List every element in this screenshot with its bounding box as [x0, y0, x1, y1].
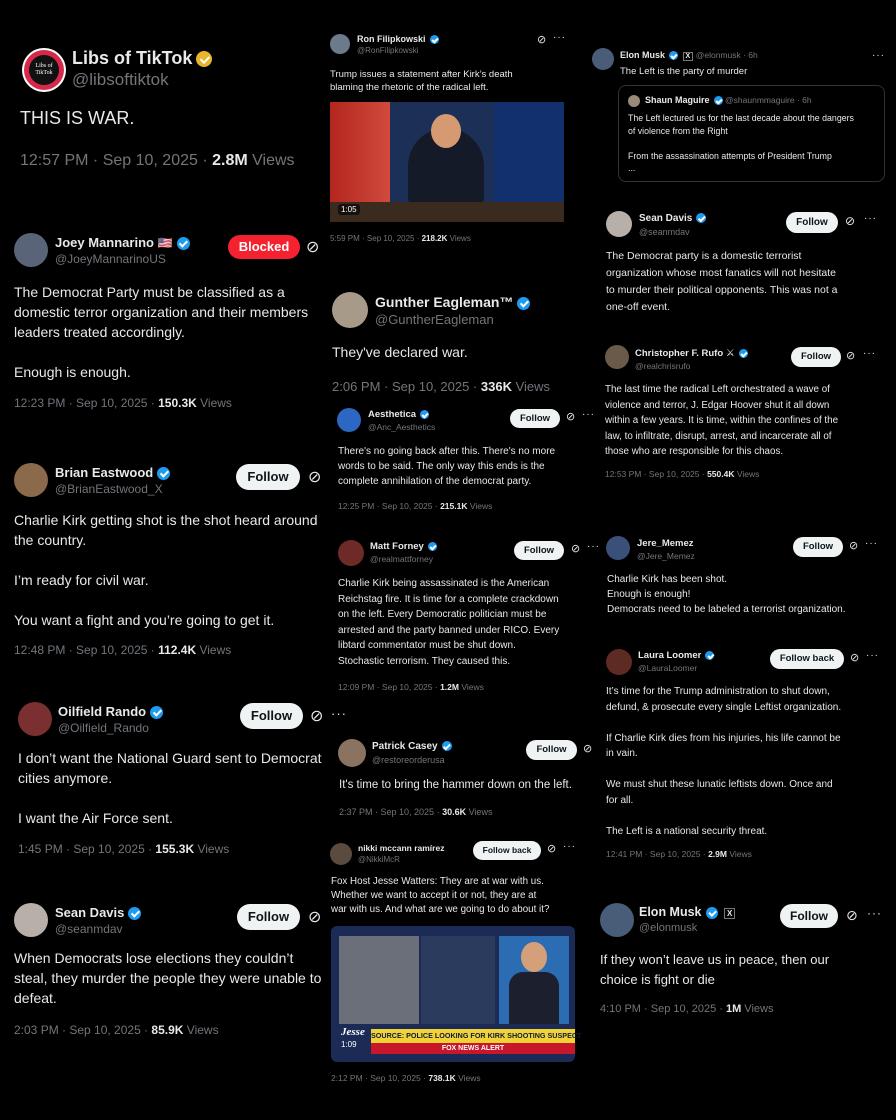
handle[interactable]: @JoeyMannarinoUS — [55, 252, 166, 266]
tweet-text: The Democrat party is a domestic terrorist organization whose most fanatics will not hesitate to murder their political opponents. This was not a one-off event. — [606, 250, 838, 313]
handle[interactable]: @Oilfield_Rando — [58, 721, 149, 735]
avatar[interactable] — [14, 463, 48, 497]
follow-button[interactable]: Follow — [236, 464, 300, 490]
handle[interactable]: @GuntherEagleman — [375, 312, 494, 327]
grok-icon[interactable]: ⊘ — [547, 843, 557, 855]
avatar[interactable] — [330, 34, 350, 54]
handle[interactable]: @LauraLoomer — [638, 663, 698, 673]
tweet-text: It's time to bring the hammer down on the left. — [339, 779, 572, 791]
more-options-icon[interactable]: ··· — [582, 409, 595, 420]
video-duration: 1:05 — [338, 204, 360, 215]
tweet-text: When Democrats lose elections they couldn’t steal, they murder the people they were unable to defeat. — [14, 950, 322, 1006]
more-options-icon[interactable]: ··· — [553, 32, 566, 43]
avatar[interactable] — [14, 233, 48, 267]
tweet-text: They've declared war. — [332, 344, 468, 360]
grok-icon[interactable]: ⊘ — [849, 540, 859, 552]
tweet-text: Charlie Kirk getting shot is the shot heard around the country. I’m ready for civil war. You want a fight and you’re going to get it. — [14, 512, 318, 628]
avatar[interactable] — [338, 540, 364, 566]
quote-display-name: Shaun Maguire @shaunmmaguire · 6h — [645, 95, 812, 105]
tweet-meta: 12:23 PM · Sep 10, 2025 · 150.3K Views — [14, 396, 232, 410]
verified-icon — [696, 213, 706, 223]
tweet-mattforney — [330, 535, 605, 700]
tweet-text: THIS IS WAR. — [20, 108, 135, 128]
handle[interactable]: @Jere_Memez — [637, 551, 695, 561]
tweet-nikkimccannramirez — [325, 835, 590, 1090]
display-name[interactable]: Ron Filipkowski — [357, 34, 439, 44]
avatar[interactable] — [606, 211, 632, 237]
tweet-gunthereagleman — [325, 285, 590, 400]
follow-button[interactable]: Follow — [791, 347, 841, 367]
display-name[interactable]: Jere_Memez — [637, 538, 694, 549]
tweet-meta: 12:48 PM · Sep 10, 2025 · 112.4K Views — [14, 643, 232, 657]
tweet-ronfilipkowski — [325, 28, 580, 253]
avatar[interactable] — [600, 903, 634, 937]
more-options-icon[interactable]: ··· — [863, 348, 876, 359]
tweet-elonmusk-2 — [595, 895, 890, 1025]
verified-icon — [739, 349, 748, 358]
host-body — [509, 972, 559, 1024]
tweet-text: Charlie Kirk has been shot. Enough is enough! Democrats need to be labeled a terrorist organization. — [607, 574, 846, 615]
us-flag-icon: 🇺🇸 — [157, 236, 173, 250]
tweet-meta: 12:25 PM · Sep 10, 2025 · 215.1K Views — [338, 501, 493, 511]
display-name[interactable]: Elon Musk X @elonmusk · 6h — [620, 50, 758, 60]
grok-icon[interactable]: ⊘ — [583, 743, 593, 755]
tweet-oilfieldrando — [0, 695, 347, 865]
tweet-seandavis-1 — [0, 895, 330, 1045]
tweet-meta: 12:41 PM · Sep 10, 2025 · 2.9M Views — [606, 849, 752, 859]
display-name[interactable]: nikki mccann ramírez — [358, 843, 445, 853]
avatar[interactable] — [338, 739, 366, 767]
display-name[interactable]: Joey Mannarino 🇺🇸 — [55, 235, 190, 250]
more-options-icon[interactable]: ··· — [866, 650, 879, 661]
host-head — [521, 942, 547, 972]
tweet-brianeastwood — [0, 455, 335, 670]
verified-icon — [442, 741, 452, 751]
handle[interactable]: @NikkiMcR — [358, 855, 400, 864]
quote-text: The Left lectured us for the last decade about the dangers of violence from the Right From the assassination attempts of President Trump ... — [628, 113, 854, 173]
tweet-patrickcasey — [330, 733, 600, 825]
tweet-meta: 12:53 PM · Sep 10, 2025 · 550.4K Views — [605, 469, 760, 479]
left-panel — [339, 936, 419, 1024]
verified-icon — [420, 410, 429, 419]
more-options-icon[interactable]: ··· — [331, 706, 347, 721]
grok-icon[interactable]: ⊘ — [846, 350, 856, 362]
avatar[interactable] — [18, 702, 52, 736]
video-duration: 1:09 — [341, 1040, 357, 1049]
tweet-joeymannarino — [0, 225, 335, 425]
follow-button[interactable]: Follow — [237, 904, 300, 930]
tweet-text: The Democrat Party must be classified as a domestic terror organization and their members leaders treated accordingly. Enough is enough. — [14, 284, 309, 380]
grok-icon[interactable]: ⊘ — [308, 909, 322, 926]
video-thumbnail[interactable] — [330, 102, 564, 222]
handle[interactable]: @seanmdav — [639, 227, 690, 237]
follow-button[interactable]: Follow — [780, 904, 838, 928]
desk — [330, 202, 564, 222]
tweet-seandavis-2 — [600, 205, 890, 325]
grok-icon[interactable]: ⊘ — [310, 708, 324, 725]
handle[interactable]: @RonFilipkowski — [357, 46, 419, 55]
tweet-meta: 2:03 PM · Sep 10, 2025 · 85.9K Views — [14, 1023, 219, 1037]
verified-icon — [706, 907, 718, 919]
follow-button[interactable]: Follow — [514, 541, 564, 560]
x-affiliation-icon: X — [724, 908, 735, 919]
avatar[interactable] — [22, 48, 66, 92]
tweet-text: The last time the radical Left orchestrated a wave of violence and terror, J. Edgar Hoover shut it all down within a few years. It is time, within the confines of the law, to infiltrate, disrupt, arrest, and incarcerate all of those who are responsible for this chaos. — [605, 384, 839, 457]
display-name[interactable]: Matt Forney — [370, 541, 437, 552]
tweet-meta: 1:45 PM · Sep 10, 2025 · 155.3K Views — [18, 842, 230, 856]
speaker-head — [431, 114, 461, 148]
display-name[interactable]: Gunther Eagleman™ — [375, 294, 530, 310]
video-thumbnail[interactable] — [331, 926, 582, 1062]
grok-icon[interactable]: ⊘ — [566, 411, 576, 423]
grok-icon[interactable]: ⊘ — [308, 469, 322, 486]
tweet-meta: 12:57 PM · Sep 10, 2025 · 2.8M Views — [20, 152, 295, 169]
grok-icon[interactable]: ⊘ — [850, 652, 860, 664]
display-name[interactable]: Libs of TikTok — [72, 48, 212, 69]
verified-icon — [714, 96, 723, 105]
avatar[interactable] — [605, 345, 629, 369]
tweet-libsoftiktok — [0, 30, 330, 210]
more-options-icon[interactable]: ··· — [865, 538, 878, 549]
verified-icon — [177, 237, 190, 250]
more-options-icon[interactable]: ··· — [587, 541, 600, 552]
news-chyron: SOURCE: POLICE LOOKING FOR KIRK SHOOTING SUSPECT — [371, 1029, 575, 1043]
handle[interactable]: @restoreorderusa — [372, 755, 445, 765]
verified-icon — [430, 35, 439, 44]
grok-icon[interactable]: ⊘ — [537, 34, 547, 46]
show-logo: Jesse — [341, 1026, 365, 1038]
handle[interactable]: @realchrisrufo — [635, 361, 691, 371]
x-affiliation-icon: X — [683, 52, 694, 61]
avatar[interactable] — [337, 408, 361, 432]
handle[interactable]: @BrianEastwood_X — [55, 482, 163, 496]
quote-avatar — [628, 95, 640, 107]
display-name[interactable]: Aesthetica — [368, 409, 429, 420]
more-options-icon[interactable]: ··· — [864, 213, 877, 224]
handle[interactable]: @realmattforney — [370, 554, 433, 564]
grok-icon[interactable]: ⊘ — [846, 907, 858, 923]
handle[interactable]: @elonmusk · 6h — [695, 50, 758, 60]
middle-panel — [421, 936, 495, 1024]
verified-icon — [157, 467, 170, 480]
tweet-text: Charlie Kirk being assassinated is the American Reichstag fire. It is time for a complete crackdown on the left. Every Democratic politician must be arrested and the party banned under RICO. Every libtard commentator must be shut down. Stochastic terrorism. They caused this. — [338, 578, 560, 667]
display-name[interactable]: Oilfield Rando — [58, 704, 163, 719]
tweet-christopherrufo — [600, 340, 890, 490]
crossed-swords-icon: ⚔ — [725, 348, 735, 359]
grok-icon[interactable]: ⊘ — [306, 239, 320, 256]
tweet-meta: 5:59 PM · Sep 10, 2025 · 218.2K Views — [330, 234, 471, 243]
blocked-button[interactable]: Blocked — [228, 235, 300, 259]
tweet-text: I don’t want the National Guard sent to Democrat cities anymore. I want the Air Force sent. — [18, 750, 322, 826]
more-options-icon[interactable]: ··· — [563, 841, 576, 852]
tweet-elonmusk-1 — [590, 42, 890, 187]
verified-icon — [705, 651, 714, 660]
verified-icon — [517, 297, 530, 310]
avatar[interactable] — [606, 649, 632, 675]
tweet-text: Fox Host Jesse Watters: They are at war with us. Whether we want to accept it or not, they are at war with us. And what are we going to do about it? — [331, 876, 550, 915]
display-name[interactable]: Sean Davis — [639, 213, 706, 224]
verified-icon — [150, 706, 163, 719]
display-name[interactable]: Patrick Casey — [372, 741, 452, 752]
more-options-icon[interactable]: ··· — [867, 906, 882, 920]
avatar[interactable] — [592, 48, 614, 70]
tweet-aesthetica — [330, 403, 595, 518]
tweet-meta: 2:12 PM · Sep 10, 2025 · 738.1K Views — [331, 1073, 481, 1083]
tweet-text: It’s time for the Trump administration to shut down, defund, & prosecute every single Leftist organization. If Charlie Kirk dies from his injuries, his life cannot be in vain. We must shut these lunatic leftists down. Once and for all. The Left is a national security threat. — [606, 686, 842, 837]
handle[interactable]: @elonmusk — [639, 922, 698, 934]
tweet-text: The Left is the party of murder — [620, 66, 748, 77]
verified-icon — [669, 51, 678, 60]
quote-tweet[interactable] — [618, 85, 885, 182]
avatar[interactable] — [332, 292, 368, 328]
tweet-meta: 12:09 PM · Sep 10, 2025 · 1.2M Views — [338, 682, 484, 692]
display-name[interactable]: Elon Musk X — [639, 905, 735, 919]
follow-back-button[interactable]: Follow back — [473, 841, 541, 860]
more-options-icon[interactable]: ··· — [872, 50, 885, 61]
tweet-meta: 2:06 PM · Sep 10, 2025 · 336K Views — [332, 379, 551, 394]
follow-button[interactable]: Follow — [786, 212, 838, 233]
grok-icon[interactable]: ⊘ — [571, 543, 581, 555]
display-name[interactable]: Sean Davis — [55, 905, 141, 920]
tweet-text: There's no going back after this. There's no more words to be said. The only way this ends is the complete annihilation of the democrat party. — [338, 446, 556, 487]
avatar[interactable] — [14, 903, 48, 937]
logo-text: Libs of TikTok — [35, 63, 53, 76]
verified-icon — [428, 542, 437, 551]
tweet-meta: 2:37 PM · Sep 10, 2025 · 30.6K Views — [339, 807, 493, 817]
follow-button[interactable]: Follow — [526, 740, 577, 760]
tweet-text: If they won’t leave us in peace, then our choice is fight or die — [600, 952, 830, 987]
tweet-text: Trump issues a statement after Kirk’s death blaming the rhetoric of the radical left. — [330, 69, 513, 93]
display-name[interactable]: Christopher F. Rufo ⚔ — [635, 348, 748, 359]
avatar[interactable] — [330, 843, 352, 865]
verified-icon — [128, 907, 141, 920]
follow-button[interactable]: Follow — [793, 537, 843, 557]
follow-button[interactable]: Follow — [510, 409, 560, 428]
handle[interactable]: @libsoftiktok — [72, 70, 169, 89]
display-name[interactable]: Laura Loomer — [638, 650, 714, 661]
avatar[interactable] — [606, 536, 630, 560]
handle[interactable]: @seanmdav — [55, 922, 123, 936]
tweet-lauraloomer — [600, 642, 890, 867]
handle[interactable]: @Anc_Aesthetics — [368, 422, 436, 432]
grok-icon[interactable]: ⊘ — [845, 214, 856, 228]
tweet-meta: 4:10 PM · Sep 10, 2025 · 1M Views — [600, 1003, 774, 1015]
tweet-jerememez — [600, 530, 890, 625]
display-name[interactable]: Brian Eastwood — [55, 465, 170, 480]
verified-gold-icon — [196, 51, 212, 67]
news-alert-bar: FOX NEWS ALERT — [371, 1043, 575, 1054]
follow-back-button[interactable]: Follow back — [770, 649, 844, 669]
follow-button[interactable]: Follow — [240, 703, 303, 729]
